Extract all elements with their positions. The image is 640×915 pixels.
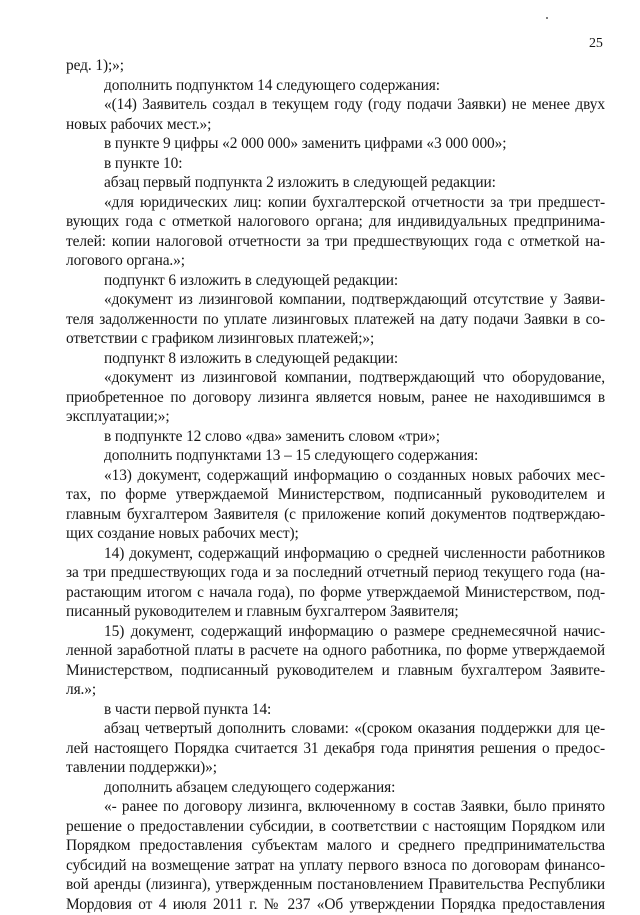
text-line: растающим итогом с начала года), по форме утверждаемой Министерством, под- (66, 583, 605, 601)
text-line: «документ из лизинговой компании, подтверждающий отсутствие у Заяви- (104, 291, 605, 308)
text-line: за три предшествующих года и за последний отчетный период текущего года (на- (66, 564, 605, 581)
text-line: «(14) Заявитель создал в текущем году (году подачи Заявки) не менее двух (104, 96, 605, 113)
text-line: лей настоящего Порядка считается 31 декабря года принятия решения о предос- (66, 739, 605, 757)
text-line: приобретенное по договору лизинга является новым, ранее не находившимся в (66, 388, 605, 406)
text-line: тавлении поддержки)»; (66, 759, 217, 776)
text-line: подпункт 8 изложить в следующей редакции: (104, 349, 399, 367)
text-line: теля задолженности по уплате лизинговых платежей на дату подачи Заявки в со- (66, 310, 605, 328)
text-line: Порядком предоставления субъектам малого и среднего предпринимательства (66, 837, 605, 854)
text-line: в пункте 9 цифры «2 000 000» заменить цифрами «3 000 000»; (104, 135, 507, 152)
scan-mark (546, 17, 548, 19)
text-line: субсидий на возмещение затрат на уплату первого взноса по договорам финансо- (66, 856, 605, 874)
text-line: «для юридических лиц: копии бухгалтерской отчетности за три предшест- (104, 193, 605, 211)
text-line: Мордовия от 4 июля 2011 г. № 237 «Об утверждении Порядка предоставления (66, 895, 605, 913)
page-number: 25 (589, 36, 603, 51)
text-line: абзац четвертый дополнить словами: «(сроком оказания поддержки для це- (104, 720, 605, 737)
text-line: дополнить подпунктами 13 – 15 следующего содержания: (104, 447, 479, 464)
text-line: главным бухгалтером Заявителя (с приложение копий документов подтверждаю- (66, 505, 605, 523)
text-line: вой аренды (лизинга), утвержденным постановлением Правительства Республики (66, 876, 605, 893)
text-line: новых рабочих мест.»; (66, 115, 212, 133)
text-line: ля.»; (66, 681, 97, 698)
text-line: щих создание новых рабочих мест); (66, 525, 299, 542)
text-line: вующих года с отметкой налогового органа; для индивидуальных предпринима- (66, 213, 605, 230)
text-line: в пункте 10: (104, 154, 183, 172)
text-line: Министерством, подписанный руководителем и главным бухгалтером Заявите- (66, 661, 605, 679)
text-line: «- ранее по договору лизинга, включенному в состав Заявки, было принято (104, 798, 605, 815)
text-line: эксплуатации;»; (66, 408, 170, 425)
text-line: решение о предоставлении субсидии, в соответствии с настоящим Порядком или (66, 817, 605, 835)
text-line: 14) документ, содержащий информацию о средней численности работников (104, 544, 605, 562)
text-line: в части первой пункта 14: (104, 700, 272, 718)
text-line: дополнить абзацем следующего содержания: (104, 778, 396, 796)
text-line: 15) документ, содержащий информацию о размере среднемесячной начис- (104, 622, 605, 640)
text-line: в подпункте 12 слово «два» заменить словом «три»; (104, 427, 440, 445)
text-line: логового органа.»; (66, 252, 185, 269)
text-line: ответствии с графиком лизинговых платежей;»; (66, 330, 375, 347)
text-line: тах, по форме утверждаемой Министерством, подписанный руководителем и (66, 486, 605, 503)
text-line: «документ из лизинговой компании, подтверждающий что оборудование, (104, 369, 605, 386)
text-line: «13) документ, содержащий информацию о созданных новых рабочих мес- (104, 466, 605, 484)
text-line: абзац первый подпункта 2 изложить в следующей редакции: (104, 174, 496, 191)
text-line: писанный руководителем и главным бухгалтером Заявителя; (66, 603, 459, 620)
text-line: дополнить подпунктом 14 следующего содержания: (104, 76, 440, 94)
text-line: подпункт 6 изложить в следующей редакции: (104, 271, 399, 289)
text-line: телей: копии налоговой отчетности за три предшествующих года с отметкой на- (66, 232, 605, 250)
text-line: ленной заработной платы в расчете на одного работника, по форме утверждаемой (66, 642, 605, 659)
text-line: ред. 1);»; (66, 57, 124, 74)
